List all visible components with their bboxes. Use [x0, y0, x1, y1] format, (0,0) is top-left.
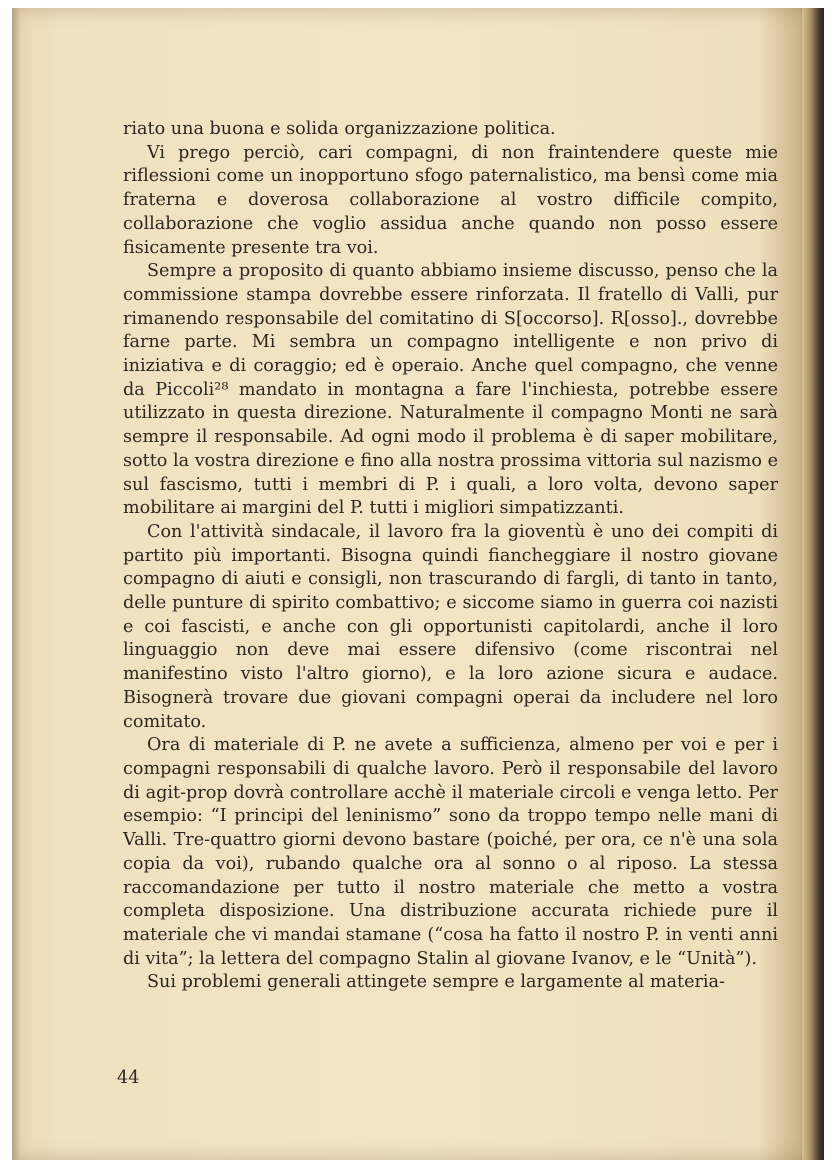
- page-number: 44: [117, 1068, 140, 1088]
- body-text: [123, 118, 778, 995]
- paragraph-youth-work: Con l'attività sindacale, il lavoro fra la gioventù è uno dei compiti di partito più importanti. Bisogna quindi fiancheggiare il nostro giovane compagno di aiuti e consigli, non trascurando di fargli, di tanto in tanto, delle punture di spirito combattivo; e siccome siamo in guerra coi nazisti e coi fascisti, e anche con gli opportunisti capitolardi, anche il loro linguaggio non deve mai essere difensivo (come riscontrai nel manifestino visto l'altro giorno), e la loro azione sicura e audace. Bisognerà trovare due giovani compagni operai da includere nel loro comitato.: [123, 521, 778, 732]
- paragraph-party-material: Ora di materiale di P. ne avete a sufficienza, almeno per voi e per i compagni responsabili di qualche lavoro. Però il responsabile del lavoro di agit-prop dovrà controllare acchè il materiale circoli e venga letto. Per esempio: “I principi del leninismo” sono da troppo tempo nelle mani di Valli. Tre-quattro giorni devono bastare (poiché, per ora, ce n'è una sola copia da voi), rubando qualche ora al sonno o al riposo. La stessa raccomandazione per tutto il nostro materiale che metto a vostra completa disposizione. Una distribuzione accurata richiede pure il materiale che vi mandai stamane (“cosa ha fatto il nostro P. in venti anni di vita”; la lettera del compagno Stalin al giovane Ivanov, e le “Unità”).: [123, 735, 778, 969]
- paragraph-general-problems: Sui problemi generali attingete sempre e largamente al materia-: [147, 972, 725, 993]
- paragraph-request: Vi prego perciò, cari compagni, di non fraintendere queste mie riflessioni come un inopportuno sfogo paternalistico, ma bensì come mia fraterna e doverosa collaborazione al vostro difficile compito, collaborazione che voglio assidua anche quando non posso essere fisicamente presente tra voi.: [123, 142, 778, 258]
- paragraph-press-commission: Sempre a proposito di quanto abbiamo insieme discusso, penso che la commissione stampa dovrebbe essere rinforzata. Il fratello di Valli, pur rimanendo responsabile del comitatino di S[occorso]. R[osso]., dovrebbe farne parte. Mi sembra un compagno intelligente e non privo di iniziativa e di coraggio; ed è operaio. Anche quel compagno, che venne da Piccoli²⁸ mandato in montagna a fare l'inchiesta, potrebbe essere utilizzato in questa direzione. Naturalmente il compagno Monti ne sarà sempre il responsabile. Ad ogni modo il problema è di saper mobilitare, sotto la vostra direzione e fino alla nostra prossima vittoria sul nazismo e sul fascismo, tutti i membri di P. i quali, a loro volta, devono saper mobilitare ai margini del P. tutti i migliori simpatizzanti.: [123, 261, 778, 519]
- book-spine-shadow: [802, 8, 824, 1160]
- paragraph-continuation: riato una buona e solida organizzazione politica.: [123, 119, 556, 139]
- page-edge-shadow: [12, 8, 20, 1160]
